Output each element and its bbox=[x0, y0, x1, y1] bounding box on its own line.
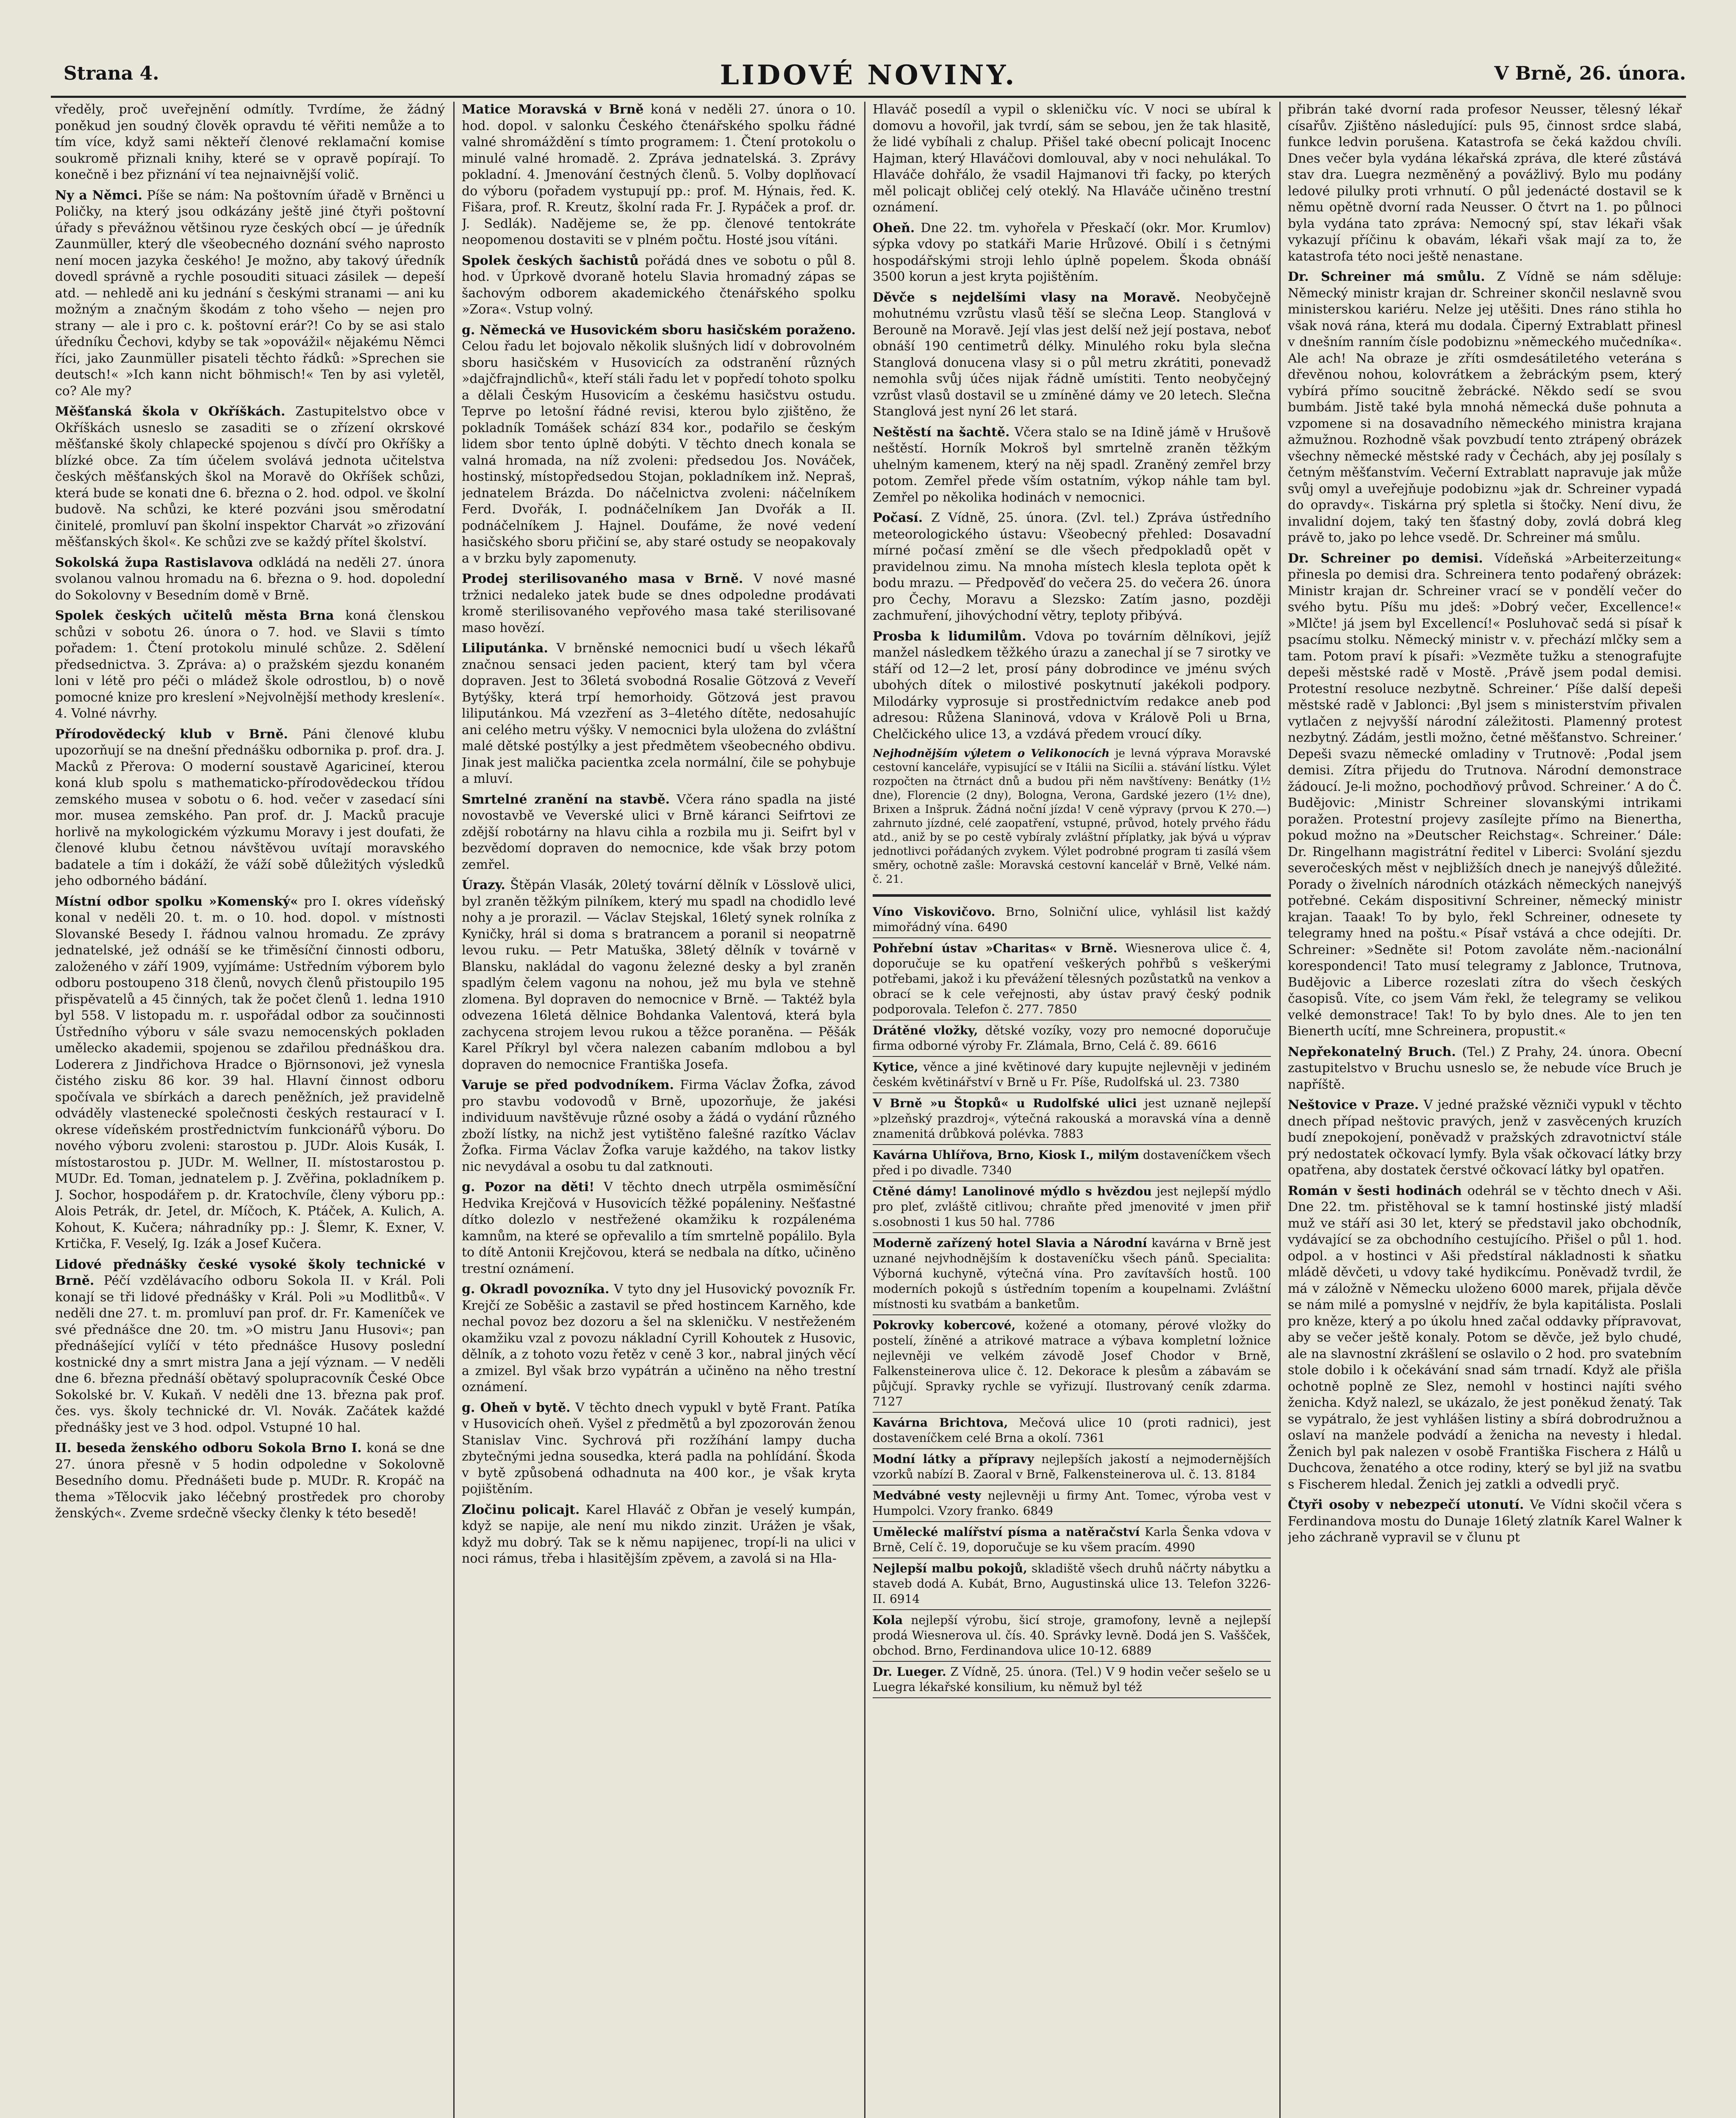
article-body: přibrán také dvorní rada profesor Neusser, tělesný lékař císařův. Zjištěno následující: puls 95, činnost srdce slabá, funkce ledvin porušena. Katastrofa se čeká každou chvíli. Dnes večer byla vydána lékařská zpráva, dle které zůstává stav dra. Luegra nezměněný a povážlivý. Bylo mu podány ledové pilulky proti vrhnutí. O půl jedenácté dostavil se k němu opětně dvorní rada Neusser. O čtvrt na 1. po půlnoci byla vydána tato zpráva: Nemocný spí, stav lékaři však vykazují příčinu k obavám, lékaři však mají za to, že katastrofa této noci ještě nenastane. bbox=[1288, 102, 1682, 264]
article bbox=[55, 404, 445, 551]
classified-ad bbox=[873, 938, 1271, 1020]
article bbox=[1288, 1497, 1682, 1546]
article-body: Štěpán Vlasák, 20letý tovární dělník v Lösslově ulici, byl zraněn těžkým pilníkem, který mu spadl na chodidlo levé nohy a je prorazil. — Václav Stejskal, 16letý synek rolníka z Kyničky, hrál si doma s bratrancem a poranil si neopatrně levou ruku. — Petr Matuška, 38letý dělník v továrně v Blansku, nakládal do vagonu železné desky a byl zraněn spadlým čelem vagonu na nohou, jež mu byla ve stehně zlomena. Byl dopraven do nemocnice v Brně. — Taktéž byla odvezena 16letá dělnice Bohdanka Valentová, která byla zachycena strojem levou rukou a těžce poraněna. — Pěšák Karel Příkryl byl včera nalezen cabaním mdlobou a byl dopraven do nemocnice Františka Josefa. bbox=[462, 878, 856, 1072]
article-headline: Spolek českých šachistů bbox=[462, 253, 639, 268]
article bbox=[55, 1440, 445, 1522]
article bbox=[55, 1257, 445, 1436]
ad-body: kavárna v Brně jest uznané nejvhodnějším k dostaveníčku všech pánů. Specialita: Výborná kuchyně, výtečná vína. Pro zavítavších hostů. 100 moderních pokojů s ústředním topením a koupelnami. Zvláštní místnosti ku svatbám a banketům. bbox=[873, 1236, 1271, 1311]
ad-number: 8184 bbox=[1226, 1467, 1256, 1481]
article-headline: Nepřekonatelný Bruch. bbox=[1288, 1044, 1456, 1059]
article-headline: Přírodovědecký klub v Brně. bbox=[55, 726, 288, 742]
newspaper-title: LIDOVÉ NOVINY. bbox=[720, 59, 1017, 91]
article-headline: g. Německá ve Husovickém sboru hasičském poraženo. bbox=[462, 322, 856, 338]
classified-ad bbox=[873, 1233, 1271, 1315]
article-headline: Zločinu policajt. bbox=[462, 1502, 580, 1517]
ad-body: nejlepší výrobu, šicí stroje, gramofony, levně a nejlepší prodá Wiesnerova ul. čís. 40. Správky levně. Dodá jen S. Vaššček, obchod. Brno, Ferdinandova ulice 10-12. bbox=[873, 1613, 1271, 1658]
ad-headline: V Brně »u Štopků« u Rudolfské ulici bbox=[873, 1096, 1137, 1110]
travel-notice-headline: Nejhodnějším výletem o Velikonocích bbox=[873, 747, 1110, 760]
article-body: V nové masné tržnici nedaleko jatek bude se dnes odpoledne prodávati kromě sterilisovaného vepřového masa také sterilisované maso hovězí. bbox=[462, 571, 856, 635]
ad-body: nejlevněji u firmy Ant. Tomec, výroba vest v Humpolci. Vzory franko. bbox=[873, 1489, 1271, 1518]
article-body: Dne 22. tm. vyhořela v Přeskačí (okr. Mor. Krumlov) sýpka vdovy po statkáři Marie Hrůzové. Obilí i s četnými hospodářskými stroji lehlo úplně popelem. Škoda obnáší 3500 korun a jest kryta pojištěním. bbox=[873, 220, 1271, 284]
article bbox=[1288, 1044, 1682, 1093]
ad-headline: Modní látky a přípravy bbox=[873, 1452, 1034, 1466]
article-headline: Dr. Schreiner po demisi. bbox=[1288, 551, 1483, 566]
ad-number: 7786 bbox=[1024, 1215, 1055, 1229]
article-body: Včera ráno spadla na jisté novostavbě ve Veverské ulici v Brně káranci Seifrtovi ze zdější robotárny na hlavu cihla a rozbila mu ji. Seifrt byl v bezvědomí dopraven do nemocnice, kde však brzy potom zemřel. bbox=[462, 792, 856, 872]
article-headline: Prosba k lidumilům. bbox=[873, 629, 1026, 644]
article-headline: Úrazy. bbox=[462, 878, 505, 893]
article-body: odehrál se v těchto dnech v Aši. Dne 22. tm. přistěhoval se k tamní hostinské jistý mladší muž ve stáří asi 30 let, který se představil jako obchodník, vydávající se za obchodního cestujícího. Přišel o půl 1. hod. odpol. a v hostinci v Aši předstíral nákladnosti k sňatku mládě děvčeti, u vdovy také hydikcímu. Poněvadž tvrdil, že má v záložně v Německu uloženo 6000 marek, přijala děvče se nám milé a pomyslné v nejdřív, že byla kapitálista. Poslali pro kněze, který a po úkolu hned začal oddavky přípravovat, aby se večer ještě konaly. Potom se děvče, jež bylo chudé, ale na slavnostní zkrášlení se oslavilo o 2 hod. pro svatebním stole dobilo i k očekávání snad sám trnadí. Když ale přišla ochotně poplně ze Slez, nemohl v hostinci najíti svého ženicha. Když nalezl, se ukázalo, že jest poněkud ženatý. Tak se vypátralo, že jest vyhlášen listiny a sbírá dobrodružnou a oslaví na manžele podvádí a ženicha na nevesty i hledal. Ženich byl pak nalezen v osobě Františka Fischera z Hálů u Duchcova, ženatého a otce rodiny, který se byl již na svatbu s Fischerem hledal. Ženich jej zatkli a odvedli pryč. bbox=[1288, 1183, 1682, 1492]
article bbox=[873, 290, 1271, 420]
article bbox=[462, 102, 856, 249]
article-body: Píše se nám: Na poštovním úřadě v Brněnci u Poličky, na který jsou odkázány ještě jiné čtyři poštovní úřady s převážnou většinou ryze českých obcí — je úředník Zaunmüller, který dle všeobecného doznání svého naprosto není mocen jazyka českého! Je možno, aby takový úředník dovedl správně a rychle posouditi situaci zásilek — depeší atd. — nehledě ani ku jednání s českými stranami — ani ku možným a značným škodám z toho všeho — nejen pro strany — ale i pro c. k. poštovní erár?! Co by se asi stalo úředníku Čechovi, kdyby se tak »opovážil« nějakému Němci říci, jako Zaunmüller pisateli těchto řádků: »Sprechen sie deutsch!« »Ich kann nicht böhmisch!« Ten by asi vyletěl, co? Ale my? bbox=[55, 188, 445, 399]
article-body: Vídeňská »Arbeiterzeitung« přinesla po demisi dra. Schreinera tento podařený obrázek: Ministr krajan dr. Schreiner vrací se v pondělí večer do svého bytu. Píšu mu jdeš: »Dobrý večer, Excellence!« »Mlčte! já jsem byl Excellencí!« Posluhovač sedá si písař k psacímu stolku. Německý ministr v. v. přechází mlčky sem a tam. Potom praví k písaři: »Vezměte tužku a stenografujte depeši městské radě v Mostě. ‚Právě jsem podal demisi. Protestní resoluce nezbytně. Schreiner.‘ Píše další depeši městské radě v Jablonci: ‚Byl jsem s ministerstvím přivalen vytlačen z nejvyšší národní záležitosti. Plamenný protest nezbytný. Zádám, jestli možno, četné měšťanstvo. Schreiner.‘ Depeši svazu německé omladiny v Trutnově: ‚Podal jsem demisi. Zítra přijedu do Trutnova. Národní demonstrace žádoucí. Je-li možno, pochodňový průvod. Schreiner.‘ A do Č. Budějovic: ‚Ministr Schreiner slovanskými intrikami poražen. Protestní projevy zasílejte přímo na Bienertha, pokud možno na »Deutscher Reichstag«. Schreiner.‘ Dále: Dr. Ringelhann magistrátní ředitel v Liberci: Svolání sjezdu severočeských měst v nejbližších dnech je nanejvýš důležité. Porady o živelních národních otázkách německých nanejvýš potřebné. Cekám dispositivní Schreiner, německý ministr krajan. Taaak! To by bylo, řekl Schreiner, odnesete ty telegramy hned na poštu.« Písař vstává a chce odejíti. Dr. Schreiner: »Sedněte si! Potom zavoláte něm.-nacionální korespondenci! Tato musí telegramy z Jablonce, Trutnova, Budějovic a Liberce rozeslati zítra do všech českých časopisů. Víte, co jsem Vám řekl, že telegramy se velikou velké demonstrace! Tak! To by bylo dnes. Ale to jen ten Bienerth ucítí, mne Schreinera, propustit.« bbox=[1288, 551, 1682, 1039]
article-headline: Neštovice v Praze. bbox=[1288, 1098, 1419, 1112]
classified-ad bbox=[873, 1662, 1271, 1698]
article-body: V jedné pražské vězniči vypukl v těchto dnech případ neštovic pravých, jenž v zasvěcených kruzích budí znepokojení, poněvadž v pražských zdravotnictví stále prý nedostatek očkovací lymfy. Byla však očkovací látky brzy opatřena, aby dostatek čerstvé očkovací látky byl opatřen. bbox=[1288, 1098, 1682, 1178]
ad-body: nejlepších jakostí a nejmodernějších vzorků nabízí B. Zaoral v Brně, Falkensteinerova ul. č. 13. bbox=[873, 1452, 1271, 1481]
advertisements bbox=[873, 894, 1271, 1698]
classified-ad bbox=[873, 1610, 1271, 1662]
article bbox=[1288, 102, 1682, 265]
article-headline: g. Oheň v bytě. bbox=[462, 1400, 571, 1415]
article-headline: II. beseda ženského odboru Sokola Brno I. bbox=[55, 1441, 362, 1455]
article bbox=[55, 555, 445, 604]
ad-headline: Kola bbox=[873, 1613, 903, 1627]
article-body: pořádá dnes ve sobotu o půl 8. hod. v Úprkově dvoraně hotelu Slavia hromadný zápas se šachovým odborem akademického čtenářského spolku »Zora«. Vstup volný. bbox=[462, 253, 856, 317]
column-divider bbox=[1279, 102, 1281, 2118]
ad-body: Wiesnerova ulice č. 4, doporučuje se ku opatření veškerých pohřbů s veškerými potřebami, jakož i ku převážení tělesných pozůstatků na venkov a obrací se k cele veřejnosti, aby ústav pravý český podnik podporovala. Telefon č. 277. bbox=[873, 941, 1271, 1016]
ad-headline: Medvábné vesty bbox=[873, 1489, 982, 1503]
travel-notice-body: je levná výprava Moravské cestovní kanceláře, vypisující se v Itálii na Sicílii a. stávání lístku. Výlet rozpočten na čtrnáct dnů a budou při něm navštíveny: Benátky (1½ dne), Florencie (2 dny), Bologna, Verona, Gardské jezero (1½ dne), Brixen a Inšpruk. Žádná noční jízda! V ceně výpravy (prvou K 270.—) zahrnuto jízdné, celé zaopatření, vstupné, průvod, hotely prvého řádu atd., aniž by se po cestě vybíraly zvláštní příplatky, jak bývá u výprav jednotlivci pořádaných zvykem. Výlet podrobné program ti zasílá všem směry, ochotně zašle: Moravská cestovní kancelář v Brně, Velké nám. č. 21. bbox=[873, 747, 1271, 886]
classified-ad bbox=[873, 1486, 1271, 1522]
article bbox=[55, 726, 445, 890]
article-body: Hlaváč posedíl a vypil o skleničku víc. V noci se ubíral k domovu a hovořil, jak tvrdí, sám se sebou, jen že tak hlasitě, že lidé vybíhali z chalup. Přišel také obecní policajt Inocenc Hajman, který Hlaváčovi domlouval, aby v noci nehulákal. To Hlaváče dohřálo, že vsadil Hajmanovi tři facky, po kterých měl policajt obličej celý oteklý. Na Hlaváče učiněno trestní oznámení. bbox=[873, 102, 1271, 215]
ad-headline: Kavárna Brichtova, bbox=[873, 1416, 1008, 1430]
article bbox=[55, 188, 445, 400]
ad-body: jest uznaně nejlepší »plzeňský prazdroj«, výtečná rakouská a moravská vína a denně znamenitá drůbková polévka. bbox=[873, 1096, 1271, 1141]
column-divider bbox=[864, 102, 865, 2118]
article bbox=[1288, 269, 1682, 546]
header-rule bbox=[51, 96, 1686, 98]
article-body: Z Vídně, 25. února. (Zvl. tel.) Zpráva ústředního meteorologického ústavu: Všeobecný přehled: Dosavadní mírné počasí změní se dle všech předpokladů opět v pravidelnou zimu. Na mnoha místech klesla teplota opět k bodu mrazu. — Předpověď do večera 25. do večera 26. února pro Čechy, Moravu a Slezsko: Zatím jasno, později zachmuření, jihovýchodní větry, teploty přibývá. bbox=[873, 510, 1271, 623]
classified-ad bbox=[873, 1315, 1271, 1413]
article bbox=[462, 1077, 856, 1175]
ad-headline: Ctěné dámy! Lanolinové mýdlo s hvězdou bbox=[873, 1184, 1152, 1198]
ad-number: 7380 bbox=[1209, 1075, 1240, 1089]
article bbox=[873, 629, 1271, 743]
article-body: odkládá na neděli 27. února svolanou valnou hromadu na 6. března o 9. hod. dopolední do Sokolovny v Besedním domě v Brně. bbox=[55, 555, 445, 603]
article-headline: Oheň. bbox=[873, 220, 915, 236]
article bbox=[873, 510, 1271, 624]
ad-body: Z Vídně, 25. února. (Tel.) V 9 hodin večer sešelo se u Luegra lékařské konsilium, ku němuž byl též bbox=[873, 1665, 1271, 1694]
article-headline: Místní odbor spolku »Komenský« bbox=[55, 894, 298, 909]
classified-ad bbox=[873, 1558, 1271, 1610]
ad-number: 7361 bbox=[1075, 1431, 1105, 1445]
article bbox=[1288, 1183, 1682, 1493]
article-headline: Počasí. bbox=[873, 510, 923, 525]
column-2 bbox=[462, 102, 856, 2118]
column-4 bbox=[1288, 102, 1682, 2118]
classified-ad bbox=[873, 902, 1271, 938]
article-headline: Čtyři osoby v nebezpečí utonutí. bbox=[1288, 1497, 1524, 1512]
column-3 bbox=[873, 102, 1271, 2118]
article-body: vředěly, proč uveřejnění odmítly. Tvrdíme, že žádný poněkud jen soudný člověk opravdu té věřiti nemůže a to tím více, když sami někteří členové reklamační komise soukromě přiznali knihy, které se v opravě popírají. To konečně i bez přiznání ví tea nejnaivnější volič. bbox=[55, 102, 445, 182]
article-body: Firma Václav Žofka, závod pro stavbu vodovodů v Brně, upozorňuje, že jakési individuum navštěvuje různé osoby a žádá o vydání různého zboží lístky, na nichž jest vytištěno falešné razítko Václav Žofka. Firma Václav Žofka varuje každého, na takov listky nic nevydával a osobu tu dal zatknouti. bbox=[462, 1078, 856, 1174]
article-headline: g. Okradl povozníka. bbox=[462, 1282, 610, 1297]
column-3-articles bbox=[873, 102, 1271, 743]
ad-body: skladiště všech druhů náčrty nábytku a staveb dodá A. Kubát, Brno, Augustinská ulice 13. Telefon 3226-II. bbox=[873, 1561, 1271, 1606]
ad-number: 6914 bbox=[889, 1592, 920, 1606]
article bbox=[462, 877, 856, 1073]
article-body: Zastupitelstvo obce v Okříškách usneslo se zasaditi se o zřízení okrskové měšťanské školy chlapecké spojenou s dívčí pro Okříšky a blízké obce. Za tím účelem svolává jednota učitelstva českých měšťanských škol na Moravě do Okříšek schůzi, která bude se konati dne 6. března o 2. hod. odpol. ve školní budově. Na schůzi, ke které pozváni jsou směrodatní činitelé, promluví pan školní inspektor Charvát »o zřizování měšťanských škol«. Ke schůzi zve se každý přítel školství. bbox=[55, 404, 445, 549]
article-body: (Tel.) Z Prahy, 24. února. Obecní zastupitelstvo v Bruchu usneslo se, že nebude více Bruch je napříště. bbox=[1288, 1044, 1682, 1092]
ad-headline: Pokrovky kobercové, bbox=[873, 1318, 1016, 1332]
article bbox=[462, 253, 856, 318]
ad-body: Brno, Solniční ulice, vyhlásil list každý mimořádný vína. bbox=[873, 905, 1271, 934]
column-1 bbox=[55, 102, 445, 2118]
article-body: V těchto dnech utrpěla osmiměsíční Hedvika Krejčová v Husovicích těžké popáleniny. Nešťastné dítko dolezlo v nestřežené okamžiku k rozpálenéma kamnům, na které se opřevalilo a tím smrtelně popálilo. Byla to dítě Antonii Krejčovou, která se nedbala na dítko, učiněno trestní oznámení. bbox=[462, 1180, 856, 1276]
article bbox=[1288, 1097, 1682, 1179]
article bbox=[55, 608, 445, 722]
classified-ad bbox=[873, 1522, 1271, 1558]
article-body: pro I. okres vídeňský konal v neděli 20. t. m. o 10. hod. dopol. v místnosti Slovanské Besedy I. řádnou valnou hromadu. Ze zprávy jednatelské, jež odnáší se ke třiměsíční činnosti odboru, založeného v září 1909, vyjímáme: Ustředním výborem bylo odboru postoupeno 318 členů, novych členů přistoupilo 195 přispěvatelů a 45 činných, tak že počet členů 1. ledna 1910 byl 558. V listopadu m. r. uspořádal odbor za součinnosti Ústředního výboru v sále svazu nemocenských pokladen umělecko akademii, spojenou se zdařilou přednáškou dra. Loderera z Jindřichova Hradce o Björnsonovi, jež vynesla čistého zisku 86 kor. 39 hal. Hlavní činnost odboru spočívala ve sbírkách a darech peněžních, jež pravidelně odváděly vlastenecké společnosti českých restaurací v I. okrese vídeňském prostřednictvím funkcionářů výboru. Do nového výboru zvoleni: starostou p. JUDr. Alois Kusák, I. místostarostou p. JUDr. M. Wellner, II. místostarostou p. MUDr. Ed. Toman, jednatelem p. J. Zvěřina, pokladníkem p. J. Sochor, hospodářem p. dr. Kratochvíle, členy výboru pp.: Alois Petrák, dr. Jetel, dr. Míčoch, K. Ptáček, A. Kulich, A. Kohout, K. Kučera; náhradníky pp.: J. Šlemr, K. Exner, V. Krtička, F. Veselý, Ig. Izák a Josef Kučera. bbox=[55, 894, 445, 1251]
page-number: Strana 4. bbox=[64, 63, 159, 84]
ad-number: 7883 bbox=[1053, 1127, 1084, 1141]
ad-number: 6849 bbox=[1023, 1504, 1053, 1518]
ad-body: Mečová ulice 10 (proti radnici), jest dostaveníčkem celé Brna a okolí. bbox=[873, 1416, 1271, 1445]
ad-headline: Moderně zařízený hotel Slavia a Národní bbox=[873, 1236, 1147, 1250]
article-body: Vdova po továrním dělníkovi, jejíž manžel následkem těžkého úrazu a zanechal jí se 7 sirotky ve stáří od 12—2 let, prosí pány dobrodince ve jménu svých ubohých dítek o milostivé poskytnutí jakékoli podpory. Milodárky vyprosuje si prostřednictvím redakce aneb pod adresou: Růžena Slaninová, vdova v Králově Poli u Brna, Chelčického ulice 13, a vzdává předem vroucí díky. bbox=[873, 629, 1271, 742]
article-headline: Varuje se před podvodníkem. bbox=[462, 1078, 674, 1092]
article-body: koná v neděli 27. února o 10. hod. dopol. v salonku Českého čtenářského spolku řádné valné shromáždění s tímto programem: 1. Čtení protokolu o minulé valné hromadě. 2. Zpráva jednatelská. 3. Zprávy pokladní. 4. Jmenování čestných členů. 5. Volby doplňovací do výboru (pořadem vystupují pp.: prof. M. Hýnais, řed. K. Fišara, prof. R. Kreutz, školní rada Fr. J. Rypáček a prof. dr. J. Sedlák). Nadějeme se, že pp. členové tentokráte neopomenou dostaviti se v plném počtu. Hosté jsou vítáni. bbox=[462, 102, 856, 247]
article-body: V těchto dnech vypukl v bytě Frant. Patíka v Husovicích oheň. Vyšel z předmětů a byl zpozorován ženou Stanislav Vinc. Sychrová při rozžíhání lampy ducha zbytečnými jedna sousedka, která padla na pohlídání. Škoda v bytě způsobená odhadnuta na 400 kor., je však kryta pojištěním. bbox=[462, 1400, 856, 1497]
article-headline: Sokolská župa Rastislavova bbox=[55, 555, 253, 570]
article bbox=[462, 1179, 856, 1277]
article-headline: Neštěstí na šachtě. bbox=[873, 424, 1010, 440]
classified-ad bbox=[873, 1449, 1271, 1486]
article-body: V tyto dny jel Husovický povozník Fr. Krejčí ze Soběšic a zastavil se před hostincem Karněho, kde nechal povoz bez dozoru a šel na skleničku. V nestřeženém okamžiku vzal z povozu nákladní Cyrill Kohoutek z Husovic, dělník, a z tohoto vozu řetěz v ceně 3 kor., nabral jiných věcí a zmizel. Byl však brzo vypátrán a učiněno na něho trestní oznámení. bbox=[462, 1282, 856, 1394]
article bbox=[462, 1281, 856, 1396]
article bbox=[873, 424, 1271, 506]
article-body: Z Vídně se nám sděluje: Německý ministr krajan dr. Schreiner skončil neslavně svou ministerskou kariéru. Nelze jej utěšiti. Dnes ráno stihla ho však nová rána, která mu dodala. Čiperný Extrablatt přinesl v dnešním ranním čísle podobiznu »německého mučedníka«. Ale ach! Na obraze je zříti osmdesátiletého veterána s dřevěnou nohou, kolovrátkem a žebráckým psem, který vybírá přímo soucitně žebrácké. Někdo sedí se svou bumbám. Jistě také byla mnohá německá duše pohnuta a vzpomene si na dosavadního německého ministra krajana ažmužnou. Rozhodně však povzbudí tento ztrápený obrázek všechny německé městské rady v Čechách, aby jej posílaly s četným měšťanstvím. Večerní Extrablatt napravuje jak může svůj omyl a uveřejňuje podobiznu »jak dr. Schreiner vypadá do opravdy«. Tiskárna prý spletla si štočky. Není divu, že invalidní dojem, taký ten šťastný doby, zovlá dobrá kleg právě to, jako po lehce vsedě. Dr. Schreiner má smůlu. bbox=[1288, 269, 1682, 545]
ad-body: jest nejlepší mýdlo pro pleť, zvláště citlivou; chraňte před jmenovité v jmen přiř s.osobnosti 1 kus 50 hal. bbox=[873, 1184, 1271, 1229]
article-body: Včera stalo se na Idině jámě v Hrušově neštěstí. Horník Mokroš byl smrtelně zraněn těžkým uhelným kamenem, který na něj spadl. Zraněný zemřel brzy potom. Zemřel přede vším ostatním, výkop náhle tam byl. Zemřel po několika hodinách v nemocnici. bbox=[873, 424, 1271, 505]
article-headline: Dr. Schreiner má smůlu. bbox=[1288, 269, 1485, 284]
ad-headline: Umělecké malířství písma a natěračství bbox=[873, 1525, 1140, 1539]
ad-number: 6889 bbox=[1121, 1644, 1152, 1658]
article bbox=[1288, 551, 1682, 1040]
article-body: Neobyčejně mohutnému vzrůstu vlasů těší se slečna Leop. Stanglová v Berouně na Moravě. Její vlas jest delší než její postava, neboť obnáší 190 centimetrů délky. Minulého roku byla slečna Stanglová donucena vlasy si o půl metru zkrátiti, ponevadž nemohla svůj účes nijak řádně umístiti. Tento neobyčejný vzrůst vlasů dostavil se u zmíněné dámy ve 20 letech. Slečna Stanglová jest nyní 26 let stará. bbox=[873, 290, 1271, 419]
article bbox=[873, 220, 1271, 286]
article-headline: Liliputánka. bbox=[462, 641, 548, 656]
ad-body: kožené a otomany, pérové vložky do postelí, žíněné a atrikové matrace a výbava kompletní ložnice nejlevněji ve velkém závodě Josef Chodor v Brně, Falkensteinerova ulice č. 12. Dekorace k plesům a zábavám se půjčují. Spravky rychle se vyřizují. Ilustrovaný ceník zdarma. bbox=[873, 1318, 1271, 1393]
ad-number: 6616 bbox=[1186, 1039, 1217, 1053]
ad-headline: Dr. Lueger. bbox=[873, 1665, 946, 1679]
article bbox=[462, 571, 856, 636]
article-body: Páni členové klubu upozorňují se na dnešní přednášku odbornika p. prof. dra. J. Macků z Přerova: O moderní soustavě Agaricineí, kterou koná klub spolu s mathematicko-přírodovědeckou třídou zemského musea v sobotu o 6. hod. večer v zasedací síni mor. musea zemského. Pan prof. dr. J. Macků pracuje horlivě na mykologickém výzkumu Moravy i jest doufati, že členové klubu četnou návštěvou uvítají moravského badatele a tím i dokáží, že váží sobě důležitých výsledků jeho odborného bádání. bbox=[55, 726, 445, 888]
ad-body: dětské vozíky, vozy pro nemocné doporučuje firma odborné výroby Fr. Zlámala, Brno, Celá č. 89. bbox=[873, 1023, 1271, 1053]
ad-number: 7850 bbox=[1047, 1002, 1077, 1016]
article bbox=[55, 102, 445, 183]
article bbox=[462, 322, 856, 567]
ad-headline: Pohřební ústav »Charitas« v Brně. bbox=[873, 941, 1118, 955]
column-divider bbox=[453, 102, 455, 2118]
article bbox=[873, 102, 1271, 216]
article bbox=[462, 640, 856, 787]
ad-headline: Nejlepší malbu pokojů, bbox=[873, 1561, 1027, 1575]
ad-number: 4990 bbox=[1165, 1540, 1195, 1554]
ad-headline: Kavárna Uhlířova, Brno, Kiosk I., milým bbox=[873, 1148, 1140, 1162]
article bbox=[462, 1400, 856, 1498]
article-headline: Prodej sterilisovaného masa v Brně. bbox=[462, 571, 743, 586]
article-body: koná se dne 27. února přesně v 5 hodin odpoledne v Sokolovně Besedního domu. Přednášeti bude p. MUDr. R. Kropáč na thema »Tělocvik jako léčebný prostředek pro choroby ženských«. Zveme srdečně všecky členky k této besedě! bbox=[55, 1441, 445, 1521]
article-headline: Měšťanská škola v Okříškách. bbox=[55, 404, 286, 419]
article-body: koná členskou schůzi v sobotu 26. února o 7. hod. ve Slavii s tímto pořadem: 1. Čtení protokolu minulé schůze. 2. Sdělení předsednictva. 3. Zpráva: a) o pražském sjezdu konaném loni v létě pro péči o mládež škole odrostlou, b) o nově pomocné knize pro kreslení »Nejvolnější methody kreslení«. 4. Volné návrhy. bbox=[55, 608, 445, 721]
article bbox=[462, 1502, 856, 1567]
article-body: Péčí vzdělávacího odboru Sokola II. v Král. Poli konají se tři lidové přednášky v Král. Poli »u Modlitbů«. V neděli dne 27. t. m. promluví pan prof. dr. Fr. Kameníček ve své přednášce dne 20. tm. »O mistru Janu Husovi«; pan přednášející vylíčí v této přednášce Husovy poslední kostnické dny a smrt mistra Jana a její význam. — V neděli dne 6. března přednáší obětavý spolupracovník České Obce Sokolské br. V. Kukaň. V neděli dne 13. března pak prof. čes. vys. školy technické dr. Vl. Novák. Začátek každé přednášky jest ve 3 hod. odpol. Vstupné 10 hal. bbox=[55, 1273, 445, 1435]
ad-body: dostaveníčkem všech před i po divadle. bbox=[873, 1148, 1271, 1177]
page-header bbox=[51, 59, 1686, 91]
article-body: Karel Hlaváč z Obřan je veselý kumpán, když se napije, ale není mu nikdo zinzit. Urážen je však, když mu dobrý. Tak se k němu napijenec, tropí-li na ulici v noci rámus, třeba i hlasitějším zpěvem, a zavolá si na Hla- bbox=[462, 1502, 856, 1566]
ad-body: Karla Šenka vdova v Brně, Celí č. 19, doporučuje se ku všem pracím. bbox=[873, 1525, 1271, 1554]
article-headline: Děvče s nejdelšími vlasy na Moravě. bbox=[873, 290, 1181, 305]
article-headline: Smrtelné zranění na stavbě. bbox=[462, 792, 670, 807]
ad-number: 7127 bbox=[873, 1394, 903, 1408]
article-headline: Matice Moravská v Brně bbox=[462, 102, 644, 117]
article-headline: Román v šesti hodinách bbox=[1288, 1183, 1462, 1198]
ad-headline: Kytice, bbox=[873, 1060, 918, 1074]
ad-number: 7340 bbox=[981, 1163, 1012, 1177]
ad-headline: Víno Viskovičovo. bbox=[873, 905, 996, 919]
ad-body: věnce a jiné květinové dary kupujte nejlevněji v jediném českém květinářství v Brně u Fr. Píše, Rudolfská ul. 23. bbox=[873, 1060, 1271, 1089]
classified-ad bbox=[873, 1057, 1271, 1093]
article-body: V brněnské nemocnici budí u všech lékařů značnou sensaci jeden pacient, který tam byl včera dopraven. Jest to 36letá svobodná Rosalie Götzová z Veveří Bytýšky, která trpí hemorhoidy. Götzová jest pravou liliputánkou. Má vzezření as 3–4letého dítěte, nedosahujíc ani celého metru výšky. V nemocnici byla uložena do zvláštní malé dětské postýlky a jest předmětem všeobecného obdivu. Jinak jest malička pacientka zcela normální, čile se pohybuje a mluví. bbox=[462, 641, 856, 786]
classified-ad bbox=[873, 1145, 1271, 1181]
travel-notice bbox=[873, 747, 1271, 887]
article-headline: Lidové přednášky české vysoké školy technické v Brně. bbox=[55, 1257, 445, 1288]
article-body: Ve Vídni skočil včera s Ferdinandova mostu do Dunaje 16letý zlatník Karel Walner k jeho záchraně vypravil se v člunu pt bbox=[1288, 1497, 1682, 1545]
article-headline: g. Pozor na děti! bbox=[462, 1180, 595, 1195]
article-headline: Spolek českých učitelů města Brna bbox=[55, 608, 334, 623]
classified-ad bbox=[873, 1093, 1271, 1145]
article-body: Celou řadu let bojovalo několik slušných lidí v dobrovolném sboru hasičském v Husovicích za odstranění různých »dajčfrajndlichů«, kteří stáli řadu let v popředí tohoto spolku a dělali Českým Husovicím a českému hasičstvu ostudu. Teprve po letošní řádné revisi, kterou bylo zjištěno, že pokladník Tomášek schází 834 kor., podařilo se českým lidem sbor tento úplně dobýti. V těchto dnech konala se valná hromada, na níž zvoleni: předsedou Jos. Nováček, hostinský, místopředsedou Stojan, pokladníkem inž. Nepraš, jednatelem Brázda. Do náčelnictva zvoleni: náčelníkem Ferd. Dvořák, I. podnáčelníkem Jan Dvořák a II. podnáčelníkem J. Hajnel. Doufáme, že nové vedení hasičského sboru přičiní se, aby staré ostudy se neopakovaly a v brzku byly zapomenuty. bbox=[462, 339, 856, 566]
ad-number: 6490 bbox=[977, 920, 1008, 934]
article-headline: Ny a Němci. bbox=[55, 188, 143, 203]
classified-ad bbox=[873, 1181, 1271, 1233]
classified-ad bbox=[873, 1413, 1271, 1449]
article bbox=[55, 894, 445, 1253]
dateline: V Brně, 26. února. bbox=[1494, 63, 1686, 84]
ad-headline: Drátěné vložky, bbox=[873, 1023, 978, 1037]
classified-ad bbox=[873, 1020, 1271, 1057]
article bbox=[462, 792, 856, 873]
